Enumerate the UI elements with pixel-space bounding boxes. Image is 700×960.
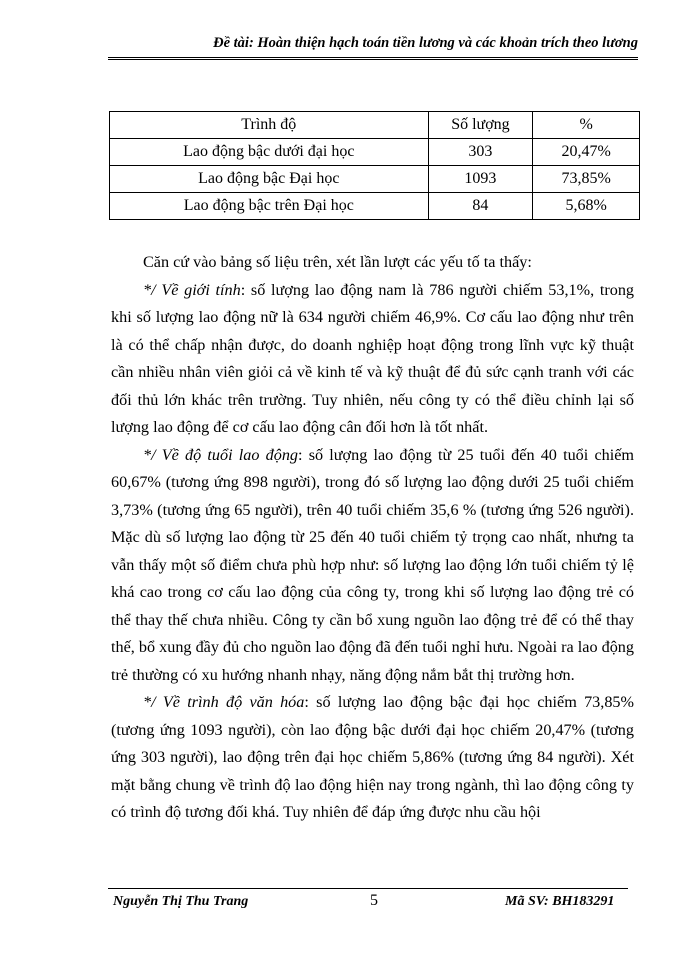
header-rule xyxy=(108,57,638,60)
table-header-row xyxy=(110,112,640,139)
body-text xyxy=(111,249,634,827)
age-text: : số lượng lao động từ 25 tuổi đến 40 tuổi chiếm 60,67% (tương ứng 898 người), trong đó số lượng lao động dưới 25 tuổi chiếm 3,73% (tương ứng 65 người), trên 40 tuổi chiếm 35,6 % (tương ứng 526 người). Mặc dù số lượng lao động từ 25 đến 40 tuổi chiếm tỷ trọng cao nhất, nhưng ta vẫn thấy một số điểm chưa phù hợp như: số lượng lao động lớn tuổi chiếm tỷ lệ khá cao trong cơ cấu lao động của công ty, trong khi số lượng lao động trẻ có thể thay thế chưa nhiều. Công ty cần bổ xung nguồn lao động trẻ để có thể thay thế, bổ xung đầy đủ cho nguồn lao động đã đến tuổi nghỉ hưu. Ngoài ra lao động trẻ thường có xu hướng nhanh nhạy, năng động nắm bắt thị trường hơn. xyxy=(111,445,634,684)
age-paragraph xyxy=(111,442,634,690)
table-header-cell: Trình độ xyxy=(110,112,429,139)
education-paragraph xyxy=(111,689,634,827)
education-text: : số lượng lao động bậc đại học chiếm 73,85% (tương ứng 1093 người), còn lao động bậc dưới đại học chiếm 20,47% (tương ứng 303 người), lao động trên đại học chiếm 5,86% (tương ứng 84 người). Xét mặt bằng chung về trình độ lao động hiện nay trong ngành, thì lao động công ty có trình độ tương đối khá. Tuy nhiên để đáp ứng được nhu cầu hội xyxy=(111,693,634,821)
page-number: 5 xyxy=(370,892,378,909)
footer-rule xyxy=(108,888,628,889)
footer-student-id: Mã SV: BH183291 xyxy=(505,894,615,909)
intro-paragraph: Căn cứ vào bảng số liệu trên, xét lần lượt các yếu tố ta thấy: xyxy=(143,253,532,271)
table-cell: 1093 xyxy=(428,166,533,193)
education-table xyxy=(109,111,640,220)
table-cell: 73,85% xyxy=(533,166,640,193)
gender-text: : số lượng lao động nam là 786 người chiếm 53,1%, trong khi số lượng lao động nữ là 634 người chiếm 46,9%. Cơ cấu lao động như trên là có thể chấp nhận được, do doanh nghiệp hoạt động trong lĩnh vực kỹ thuật cần nhiều nhân viên giỏi cả về kinh tế và kỹ thuật để đủ sức cạnh tranh với các đối thủ lớn khác trên trường. Tuy nhiên, nếu công ty có thể điều chỉnh lại số lượng lao động để cơ cấu lao động cân đối hơn là tốt nhất. xyxy=(111,280,635,436)
table-header-cell: % xyxy=(533,112,640,139)
table-cell: Lao động bậc trên Đại học xyxy=(110,193,429,220)
table-cell: Lao động bậc dưới đại học xyxy=(110,139,429,166)
table-row xyxy=(110,193,640,220)
table-cell: 303 xyxy=(428,139,533,166)
table-cell: 5,68% xyxy=(533,193,640,220)
gender-paragraph xyxy=(111,277,634,442)
table-cell: 84 xyxy=(428,193,533,220)
table-cell: 20,47% xyxy=(533,139,640,166)
table-row xyxy=(110,139,640,166)
age-marker: */ xyxy=(143,445,162,464)
age-title: Về độ tuổi lao động xyxy=(161,445,299,464)
document-header: Đề tài: Hoàn thiện hạch toán tiền lương và các khoản trích theo lương xyxy=(213,35,638,51)
table-header-cell: Số lượng xyxy=(428,112,533,139)
table-row xyxy=(110,166,640,193)
footer-author: Nguyễn Thị Thu Trang xyxy=(113,894,249,909)
gender-marker: */ xyxy=(143,280,162,299)
table-cell: Lao động bậc Đại học xyxy=(110,166,429,193)
education-title: Về trình độ văn hóa xyxy=(162,693,305,711)
gender-title: Về giới tính xyxy=(161,280,241,299)
education-marker: */ xyxy=(143,693,163,711)
